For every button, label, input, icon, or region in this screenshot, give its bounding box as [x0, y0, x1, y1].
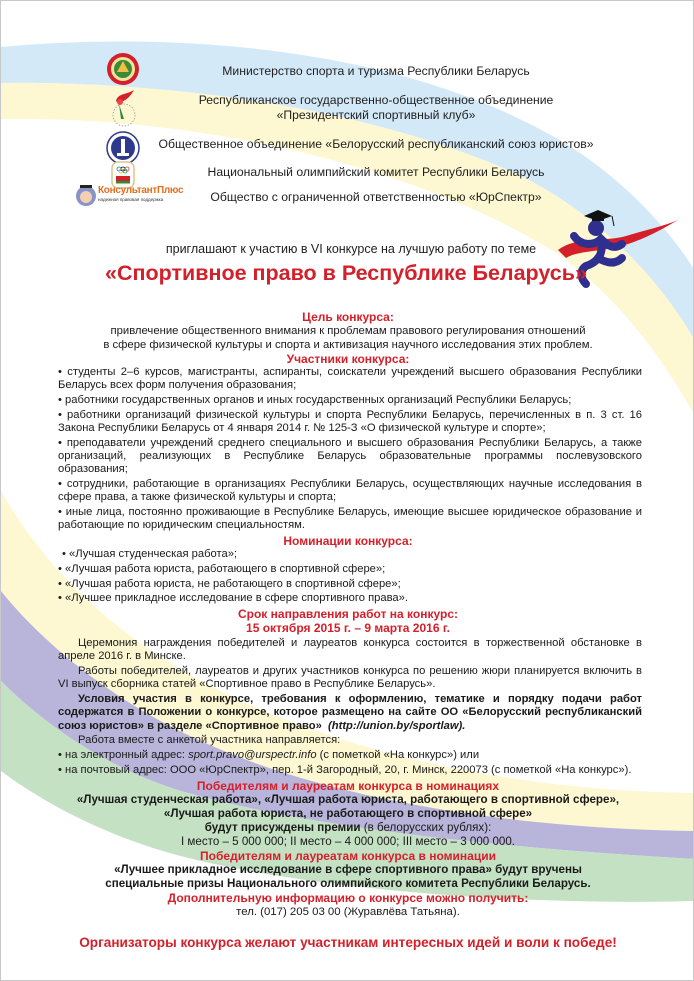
email-suffix: (с пометкой «На конкурс») или [316, 749, 480, 762]
nominations-list [58, 548, 642, 606]
organizer-name: Республиканское государственно-общественное объединение [198, 93, 554, 107]
nomination-item: • «Лучшая студенческая работа»; [62, 548, 238, 560]
participants-list [58, 366, 642, 532]
submission-email [58, 749, 642, 762]
poster-content [1, 1, 694, 981]
prizes-line3 [1, 821, 694, 835]
organizer-presidential-club [141, 93, 611, 123]
poster-body [1, 310, 694, 951]
email-link[interactable]: sport.pravo@urspectr.info [188, 749, 317, 762]
contact-phone: тел. (017) 205 03 00 (Журавлёва Татьяна). [236, 905, 460, 918]
organizer-name: Министерство спорта и туризма Республики Беларусь [222, 64, 530, 78]
participant-item: • студенты 2–6 курсов, магистранты, аспиранты, соискатели учреждений высшего образования Республики Беларусь всех форм получения образования; [58, 366, 642, 392]
consultantplus-face-icon [75, 183, 97, 207]
conditions-body: Условия участия в конкурсе, требования к оформлению, тематике и порядку подачи работ содержатся в Положении о конкурсе, которое размещено на сайте ОО «Белорусский республиканский союз юристов» в разделе «Спортивное право» [58, 693, 642, 732]
prizes-line2: «Лучшая работа юриста, не работающего в спортивной сфере» [163, 806, 533, 820]
organizer-name: Общество с ограниченной ответственностью «ЮрСпектр» [210, 190, 542, 204]
prizes-amounts: I место – 5 000 000; II место – 4 000 000; III место – 3 000 000. [180, 834, 516, 848]
lawyers-union-emblem-icon [106, 131, 140, 165]
presidential-sport-club-torch-icon [108, 89, 140, 129]
organizer-ministry [141, 64, 611, 79]
participants-heading: Участники конкурса: [286, 352, 410, 366]
goal-text [1, 324, 694, 352]
consultantplus-logo-text: КонсультантПлюс [98, 185, 184, 196]
participant-item: • работники организаций физической культуры и спорта Республики Беларусь, перечисленных в п. 3 ст. 16 Закона Республики Беларусь от 4 января 2014 г. № 125-З «О физической культуре и спорте»; [58, 408, 642, 434]
special-prize-line1: «Лучшее прикладное исследование в сфере спортивного права» будут вручены [114, 862, 582, 876]
goal-line: привлечение общественного внимания к проблемам правового регулирования отношений [110, 325, 586, 337]
contact-heading: Дополнительную информацию о конкурсе можно получить: [167, 890, 529, 905]
conditions-link[interactable]: (http://union.by/sportlaw). [328, 719, 466, 732]
goal-line: в сфере физической культуры и спорта и активизация научного исследования этих проблем. [103, 339, 593, 351]
prizes-line1: «Лучшая студенческая работа», «Лучшая работа юриста, работающего в спортивной сфере», [76, 792, 620, 806]
submission-postal: • на почтовый адрес: ООО «ЮрСпектр», пер. 1-й Загородный, 20, г. Минск, 220073 (с пометкой «На конкурс»). [58, 763, 632, 776]
invitation-text: приглашают к участию в VI конкурсе на лучшую работу по теме [165, 242, 537, 256]
email-prefix: • на электронный адрес: [58, 749, 189, 762]
nomination-item: • «Лучшее прикладное исследование в сфере спортивного права». [58, 592, 408, 605]
organizer-name: Национальный олимпийский комитет Республики Беларусь [207, 165, 545, 179]
participant-item: • преподаватели учреждений среднего специального и высшего образования Республики Беларусь, а также организаций, реализующих в Республике Беларусь образовательные программы послевузовского образования; [58, 436, 642, 476]
participant-item: • иные лица, постоянно проживающие в Республике Беларусь, имеющие высшее юридическое образование и работающие по юридическим специальностям. [58, 506, 642, 532]
special-prize-heading: Победителям и лауреатам конкурса в номинации [200, 848, 496, 863]
goal-heading: Цель конкурса: [302, 310, 394, 324]
submission-intro: Работа вместе с анкетой участника направляется: [78, 734, 341, 747]
special-prize-line2: специальные призы Национального олимпийского комитета Республики Беларусь. [105, 876, 591, 890]
consultantplus-logo-subtext: надежная правовая поддержка [98, 197, 164, 202]
organizer-yurspektr [141, 190, 611, 205]
organizer-name: Общественное объединение «Белорусский республиканский союз юристов» [158, 137, 594, 151]
ceremony-text: Церемония награждения победителей и лауреатов конкурса состоится в торжественной обстановке в апреле 2016 г. в Минске. [58, 637, 642, 663]
organizer-olympic-committee [141, 165, 611, 180]
nomination-item: • «Лучшая работа юриста, работающего в спортивной сфере»; [58, 562, 386, 575]
nomination-item: • «Лучшая работа юриста, не работающего в спортивной сфере»; [58, 577, 401, 590]
ministry-sport-emblem-icon [106, 52, 140, 86]
organizer-name-line2: «Президентский спортивный клуб» [276, 108, 476, 122]
prizes-awarded: будут присуждены премии [204, 820, 361, 834]
participant-item: • работники государственных органов и иных государственных организаций Республики Беларусь; [58, 394, 572, 406]
participant-item: • сотрудники, работающие в организациях Республики Беларусь, осуществляющих научные исследования в сфере права, а также физической культуры и спорта; [58, 478, 642, 504]
prizes-heading: Победителям и лауреатам конкурса в номинациях [196, 778, 500, 793]
closing-message: Организаторы конкурса желают участникам интересных идей и воли к победе! [79, 934, 617, 950]
prizes-currency-note: (в белорусских рублях): [360, 820, 492, 834]
conditions-text [58, 693, 642, 733]
nominations-heading: Номинации конкурса: [283, 534, 413, 548]
info-section [58, 637, 642, 777]
deadline-dates: 15 октября 2015 г. – 9 марта 2016 г. [246, 621, 450, 636]
organizer-lawyers-union [141, 137, 611, 152]
publication-text: Работы победителей, лауреатов и других участников конкурса по решению жюри планируется включить в VI выпуск сборника статей «Спортивное право в Республике Беларусь». [58, 665, 642, 691]
deadline-heading: Срок направления работ на конкурс: [237, 607, 459, 622]
contest-title: «Спортивное право в Республике Беларусь» [105, 261, 587, 285]
